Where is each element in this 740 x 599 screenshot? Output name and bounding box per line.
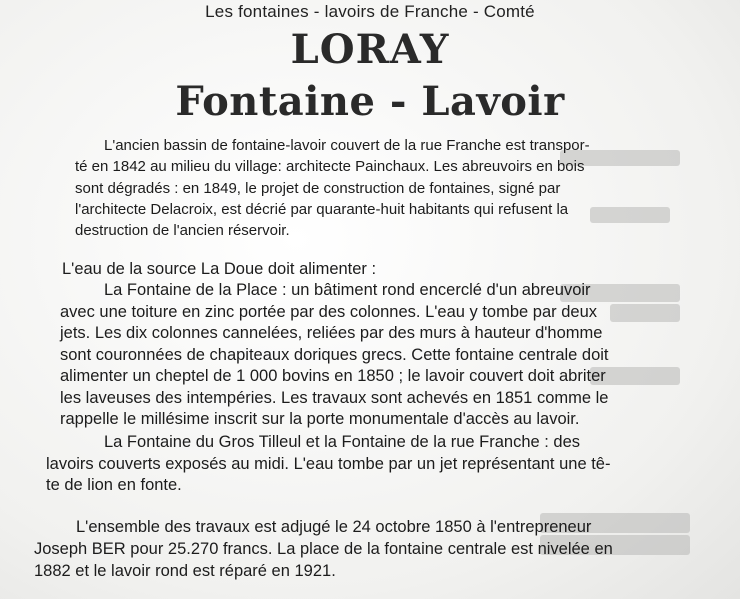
page-subtitle: Fontaine - Lavoir [175, 78, 565, 125]
smudge [590, 207, 670, 223]
smudge [610, 304, 680, 322]
paragraph-line: L'ensemble des travaux est adjugé le 24 octobre 1850 à l'entrepreneur [76, 518, 592, 536]
paragraph-line: jets. Les dix colonnes cannelées, reliées par des murs à hauteur d'homme [60, 324, 603, 342]
paragraph-line: l'architecte Delacroix, est décrié par quarante-huit habitants qui refusent la [75, 201, 569, 218]
paragraph-line: té en 1842 au milieu du village: architecte Painchaux. Les abreuvoirs en bois [75, 158, 585, 175]
paragraph-line: L'eau de la source La Doue doit alimenter : [62, 260, 377, 278]
paragraph-line: destruction de l'ancien réservoir. [75, 222, 290, 239]
paragraph-line: Joseph BER pour 25.270 francs. La place de la fontaine centrale est nivelée en [34, 540, 613, 558]
paragraph-line: La Fontaine du Gros Tilleul et la Fontaine de la rue Franche : des [104, 433, 581, 451]
paragraph-line: 1882 et le lavoir rond est réparé en 1921. [34, 562, 336, 580]
page-title: LORAY [290, 26, 450, 73]
paragraph-line: L'ancien bassin de fontaine-lavoir couvert de la rue Franche est transpor- [104, 137, 590, 154]
paragraph-line: alimenter un cheptel de 1 000 bovins en 1850 ; le lavoir couvert doit abriter [60, 367, 606, 385]
paragraph-line: avec une toiture en zinc portée par des colonnes. L'eau y tombe par deux [60, 303, 597, 321]
paragraph-line: sont dégradés : en 1849, le projet de construction de fontaines, signé par [75, 180, 561, 197]
paragraph-line: sont couronnées de chapiteaux doriques grecs. Cette fontaine centrale doit [60, 346, 609, 364]
paragraph-line: te de lion en fonte. [46, 476, 182, 494]
paragraph-line: rappelle le millésime inscrit sur la porte monumentale d'accès au lavoir. [60, 410, 580, 428]
series-subtitle: Les fontaines - lavoirs de Franche - Comté [205, 2, 535, 21]
paragraph-line: La Fontaine de la Place : un bâtiment rond encerclé d'un abreuvoir [104, 281, 591, 299]
paragraph-line: les laveuses des intempéries. Les travaux sont achevés en 1851 comme le [60, 389, 609, 407]
paragraph-line: lavoirs couverts exposés au midi. L'eau tombe par un jet représentant une tê- [46, 455, 611, 473]
